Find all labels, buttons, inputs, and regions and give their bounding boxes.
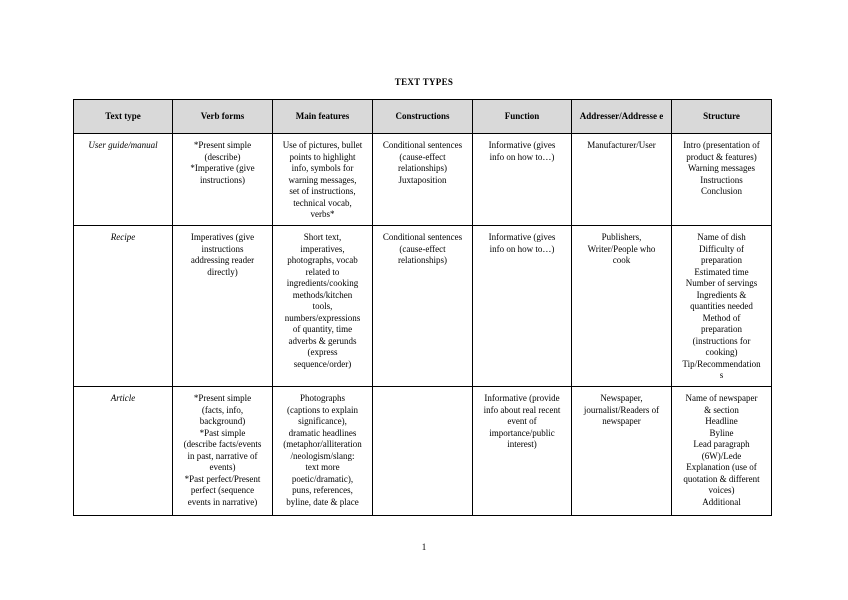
cell-verb-forms <box>173 226 273 387</box>
cell-text-type: Recipe <box>74 226 173 387</box>
cell-text-line: in past, narrative of <box>187 450 258 461</box>
cell-text-line: sequence/order) <box>293 358 352 369</box>
cell-addresser <box>572 226 672 387</box>
cell-text-line: Informative (gives <box>488 232 556 242</box>
cell-constructions <box>373 226 473 387</box>
cell-text-line: Explanation (use of <box>686 462 757 472</box>
cell-text-line: (facts, info, <box>201 404 244 415</box>
cell-text-line: imperatives, <box>300 243 345 254</box>
cell-text-line: events) <box>209 462 236 472</box>
cell-text-line: info, symbols for <box>291 163 354 173</box>
cell-main-features <box>273 387 373 516</box>
cell-text-line: preparation <box>701 255 742 265</box>
cell-text-line: Warning messages <box>687 163 755 173</box>
cell-text-line: (describe) <box>204 151 241 162</box>
header-function: Function <box>473 100 572 134</box>
cell-text-line: Difficulty of <box>698 243 745 254</box>
cell-function <box>473 134 572 226</box>
cell-text-line: product & features) <box>686 151 757 162</box>
cell-text-line: Conditional sentences <box>382 140 463 150</box>
cell-constructions <box>373 387 473 516</box>
cell-text-line: significance), <box>298 416 347 426</box>
cell-text-line: voices) <box>708 485 735 495</box>
cell-text-line: interest) <box>507 439 537 449</box>
cell-text-line: ingredients/cooking <box>286 278 359 288</box>
cell-text-line: Number of servings <box>685 278 758 288</box>
cell-text-line: instructions) <box>200 174 245 185</box>
cell-text-type: User guide/manual <box>74 134 173 226</box>
cell-text-line: Headline <box>705 416 738 426</box>
cell-text-line: Instructions <box>700 174 743 185</box>
cell-text-line: preparation <box>701 324 742 334</box>
cell-text-line: *Imperative (give <box>190 163 255 173</box>
cell-text-line: s <box>719 370 724 380</box>
cell-text-line: photographs, vocab <box>287 255 358 265</box>
cell-text-line: (cause-effect <box>399 243 446 254</box>
cell-text-line: set of instructions, <box>289 186 356 196</box>
cell-text-line: (captions to explain <box>287 404 358 415</box>
cell-text-line: poetic/dramatic), <box>291 473 354 484</box>
cell-text-line: adverbs & gerunds <box>288 335 357 346</box>
cell-text-line: *Present simple <box>193 140 252 150</box>
cell-text-line: instructions <box>201 243 244 254</box>
cell-text-line: Informative (gives <box>488 140 556 150</box>
cell-text-line: *Present simple <box>193 393 252 403</box>
cell-text-line: Byline <box>709 427 734 438</box>
cell-text-line: Use of pictures, bullet <box>282 140 363 150</box>
cell-text-line: info on how to…) <box>489 151 555 162</box>
cell-text-line: of quantity, time <box>292 324 353 334</box>
cell-text-line: numbers/expressions <box>284 312 361 323</box>
header-constructions: Constructions <box>373 100 473 134</box>
cell-main-features <box>273 226 373 387</box>
cell-text-line: Photographs <box>300 393 345 403</box>
cell-text-line: Name of newspaper <box>685 393 758 403</box>
cell-text-line: Ingredients & <box>696 289 747 300</box>
cell-text-line: Intro (presentation of <box>683 140 760 150</box>
cell-structure <box>672 134 772 226</box>
cell-text-line: Short text, <box>303 232 342 242</box>
cell-text-line: Lead paragraph <box>693 439 750 449</box>
cell-text-line: byline, date & place <box>286 496 359 507</box>
cell-text-line: Writer/People who <box>587 243 656 254</box>
table-row <box>74 387 772 516</box>
cell-text-line: addressing reader <box>190 255 255 265</box>
cell-text-line: Informative (provide <box>484 393 560 403</box>
cell-text-line: Publishers, <box>601 232 642 242</box>
cell-text-line: verbs* <box>310 209 335 219</box>
cell-text-line: perfect (sequence <box>190 485 255 495</box>
cell-text-line: Newspaper, <box>600 393 643 403</box>
header-addresser: Addresser/Addresse e <box>572 100 672 134</box>
cell-text-line: & section <box>704 404 739 415</box>
cell-text-line: directly) <box>207 266 238 277</box>
cell-structure <box>672 387 772 516</box>
cell-addresser <box>572 134 672 226</box>
cell-constructions <box>373 134 473 226</box>
cell-function <box>473 226 572 387</box>
cell-text-line: *Past perfect/Present <box>184 473 261 484</box>
cell-text-line: cooking) <box>705 347 738 357</box>
header-main-features: Main features <box>273 100 373 134</box>
cell-text-line: info about real recent <box>483 404 561 415</box>
cell-text-line: Estimated time <box>694 266 749 277</box>
page-number: 1 <box>421 542 427 552</box>
cell-text-line: quantities needed <box>690 301 753 311</box>
cell-text-line: events in narrative) <box>187 496 258 507</box>
cell-addresser <box>572 387 672 516</box>
cell-text-line: *Past simple <box>199 427 246 438</box>
cell-text-line: (describe facts/events <box>183 439 262 449</box>
cell-text-line: (cause-effect <box>399 151 446 162</box>
header-row <box>74 100 772 134</box>
cell-text-line: (express <box>307 347 338 357</box>
cell-text-line: importance/public <box>489 427 555 438</box>
cell-text-line: Method of <box>702 312 741 323</box>
cell-text-line: background) <box>199 416 246 426</box>
cell-text-line: points to highlight <box>289 151 356 162</box>
cell-text-line: (metaphor/alliteration <box>283 439 362 449</box>
cell-text-line: relationships) <box>398 163 447 173</box>
cell-text-line: Juxtaposition <box>398 174 447 185</box>
document-title: TEXT TYPES <box>394 77 454 87</box>
header-text-type: Text type <box>74 100 173 134</box>
cell-structure <box>672 226 772 387</box>
header-verb-forms: Verb forms <box>173 100 273 134</box>
cell-main-features <box>273 134 373 226</box>
cell-text-line: cook <box>612 255 631 265</box>
cell-text-line: Imperatives (give <box>190 232 255 242</box>
cell-text-line: relationships) <box>398 255 447 265</box>
table-row <box>74 134 772 226</box>
cell-text-line: methods/kitchen <box>292 289 353 300</box>
cell-text-line: text more <box>305 462 340 472</box>
cell-text-line: tools, <box>312 301 333 311</box>
text-types-table <box>73 99 772 516</box>
table-row <box>74 226 772 387</box>
cell-text-line: journalist/Readers of <box>583 404 660 415</box>
cell-text-type: Article <box>74 387 173 516</box>
cell-verb-forms <box>173 134 273 226</box>
cell-text-line: warning messages, <box>288 174 357 185</box>
cell-text-line: Conclusion <box>700 186 742 196</box>
cell-text-line: event of <box>507 416 537 426</box>
cell-text-line: Tip/Recommendation <box>682 358 761 369</box>
cell-text-line: info on how to…) <box>489 243 555 254</box>
cell-text-line: quotation & different <box>683 473 760 484</box>
cell-text-line: Conditional sentences <box>382 232 463 242</box>
cell-text-line: Name of dish <box>697 232 746 242</box>
cell-text-line: dramatic headlines <box>288 427 357 438</box>
cell-function <box>473 387 572 516</box>
cell-text-line: (instructions for <box>692 335 751 346</box>
cell-text-line: (6W)/Lede <box>701 450 742 461</box>
cell-text-line: /neologism/slang: <box>290 450 355 461</box>
cell-verb-forms <box>173 387 273 516</box>
cell-text-line: newspaper <box>602 416 641 426</box>
cell-text-line: related to <box>305 266 340 277</box>
cell-text-line: technical vocab, <box>293 197 352 208</box>
header-structure: Structure <box>672 100 772 134</box>
cell-text-line: Manufacturer/User <box>587 140 656 150</box>
cell-text-line: Additional <box>702 496 741 507</box>
cell-text-line: puns, references, <box>292 485 353 495</box>
